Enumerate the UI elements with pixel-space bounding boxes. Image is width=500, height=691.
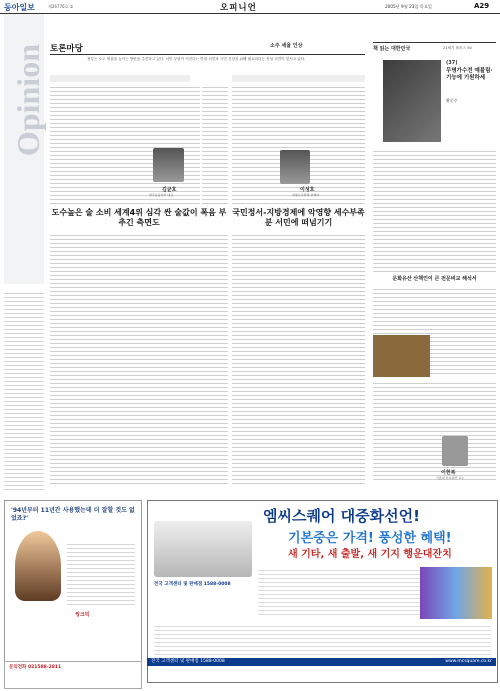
pro-author-name: 김균호 [162, 187, 177, 193]
book-body-text [373, 148, 496, 272]
debate-title: 토론마당 [50, 44, 83, 54]
ad-right-product-image [154, 521, 252, 577]
con-author-name: 이성호 [300, 187, 315, 193]
issue-date: 2005년 9월 23일 목요일 [385, 4, 432, 9]
ad-left-tagline: '94년부터 11년간 사용했는데 더 잘할 것도 없었죠?' [11, 507, 135, 522]
book-number: (37) [446, 60, 458, 66]
ad-left-company: 씽크빅 [75, 612, 90, 618]
book-section-label: 책 읽는 대한민국 [373, 46, 411, 52]
debate-intro: 정부는 소주 세율을 높이는 방안을 추진하고 있다. 서민 부담이 커진다는 반대 의견과 국민 건강을 위해 필요하다는 찬성 의견이 맞서고 있다. [87, 57, 306, 61]
pro-headline: 도수높은 술 소비 세계4위 심각 싼 술값이 폭음 부추긴 측면도 [51, 208, 227, 227]
book-sub-headline: 문화유산 산책인이 큰 전문비교 해석서 [392, 276, 477, 282]
con-body-lower [232, 232, 365, 486]
debate-rule [50, 54, 365, 55]
ad-right-website[interactable]: www.mcsquare.co.kr [445, 659, 492, 664]
book-author-tag: 황순주 [446, 98, 458, 103]
ad-right-footer-strip [147, 658, 496, 666]
ad-right-product-lineup [420, 567, 492, 619]
con-author-photo [280, 150, 310, 184]
book-reviewer-name: 이헌복 [441, 470, 456, 476]
book-campaign-label: 21세기 플러스 50 [443, 46, 472, 50]
book-title: 무명가수전 예불림·기능에 기원하세 [446, 68, 493, 81]
ad-right-banner[interactable] [147, 500, 498, 683]
con-header [232, 75, 365, 82]
book-illustration [373, 335, 430, 377]
con-headline: 국민정서-지방경제에 악영향 세수부족분 서민에 떠넘기기 [232, 208, 365, 227]
pro-author-role: 절주운동본부 대표 [149, 193, 174, 197]
ad-right-footer-text: 전국 고객센터 및 판매점 1588-0008 [151, 659, 225, 664]
ad-left-person-photo [15, 531, 61, 601]
con-body-text [232, 84, 365, 204]
ad-right-highlight: 새 기타, 새 출발, 새 기지 행운대잔치 [288, 549, 452, 560]
con-author-role: 지방소주업체 관계자 [292, 193, 320, 197]
book-rule [373, 42, 496, 43]
book-reviewer-role: 서울대 인지과학 교수 [436, 476, 464, 480]
ad-right-contact: 전국 고객센터 및 판매점 1588-0008 [154, 582, 231, 587]
page-code: A29 [474, 2, 490, 10]
ad-right-subtitle: 기본중은 가격! 풍성한 혜택! [288, 531, 452, 546]
pro-body-text-2 [202, 84, 228, 204]
ad-left-contact[interactable] [4, 661, 142, 689]
book-body-text-3 [373, 380, 496, 480]
opinion-side-banner [4, 14, 44, 284]
issue-number: 제26776호 ② [48, 4, 74, 9]
pro-body-text [50, 84, 200, 204]
section-title: 오피니언 [220, 3, 257, 13]
newspaper-brand: 동아일보 [4, 3, 35, 12]
debate-topic: 소주 세율 인상 [270, 43, 303, 49]
masthead-info-column [4, 290, 44, 490]
ad-left-phone: 문의전화 021588-2811 [9, 665, 62, 670]
ad-right-store-list [154, 623, 491, 655]
book-reviewer-photo [442, 436, 468, 466]
pro-author-photo [153, 148, 184, 182]
pro-header [50, 75, 190, 82]
ad-left-banner[interactable] [4, 500, 142, 662]
ad-left-body [67, 541, 135, 607]
pro-body-lower [50, 232, 228, 486]
ad-right-title: 엠씨스퀘어 대중화선언! [263, 507, 420, 525]
opinion-watermark: Opinion [10, 44, 46, 157]
book-cover-image [383, 60, 441, 142]
